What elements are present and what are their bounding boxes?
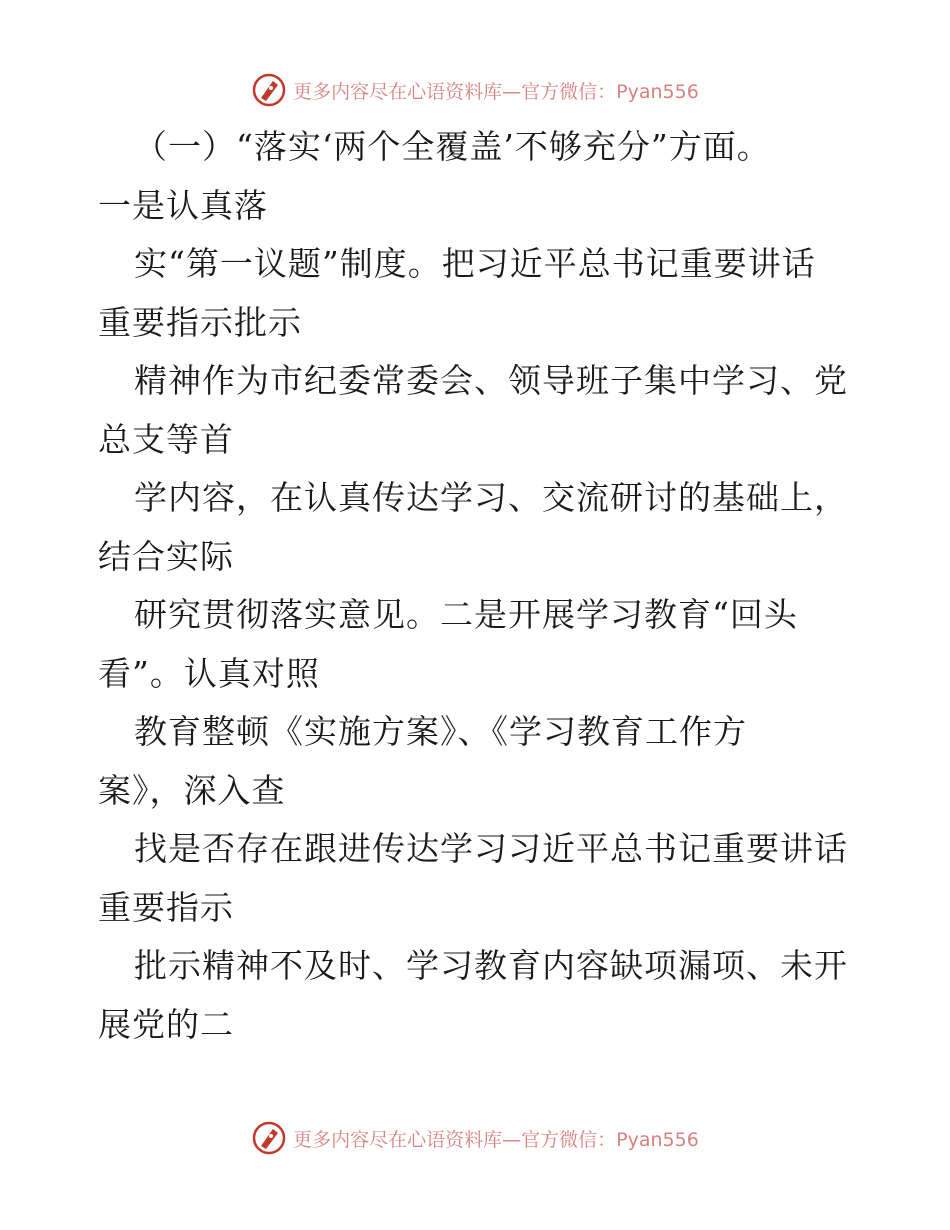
text-line: 看”。认真对照	[98, 653, 320, 693]
text-line: 实“第一议题”制度。把习近平总书记重要讲话	[134, 244, 816, 283]
text-line: 教育整顿《实施方案》、《学习教育工作方	[134, 712, 747, 751]
text-line: 学内容，在认真传达学习、交流研讨的基础上，	[134, 478, 848, 517]
text-line: 研究贯彻落实意见。二是开展学习教育“回头	[134, 595, 798, 634]
text-line: 展党的二	[98, 1004, 234, 1044]
text-line: 精神作为市纪委常委会、领导班子集中学习、党	[134, 361, 848, 400]
text-line: 批示精神不及时、学习教育内容缺项漏项、未开	[134, 946, 848, 985]
watermark-text: 更多内容尽在心语资料库—官方微信：Pyan556	[293, 80, 699, 103]
text-line: 结合实际	[98, 536, 234, 576]
text-line: 重要指示批示	[98, 302, 302, 342]
text-line: 重要指示	[98, 887, 234, 927]
text-line: （一）“落实‘两个全覆盖’不够充分”方面。	[134, 127, 771, 166]
pen-nib-logo-icon	[251, 1120, 287, 1156]
header-watermark	[0, 70, 950, 110]
text-line: 总支等首	[98, 419, 234, 459]
document-body	[98, 118, 858, 1054]
pen-nib-logo-icon	[251, 72, 287, 108]
watermark-text: 更多内容尽在心语资料库—官方微信：Pyan556	[293, 1128, 699, 1151]
footer-watermark	[0, 1118, 950, 1158]
text-line: 一是认真落	[98, 185, 268, 225]
text-line: 找是否存在跟进传达学习习近平总书记重要讲话	[134, 829, 848, 868]
text-line: 案》，深入查	[98, 770, 286, 810]
